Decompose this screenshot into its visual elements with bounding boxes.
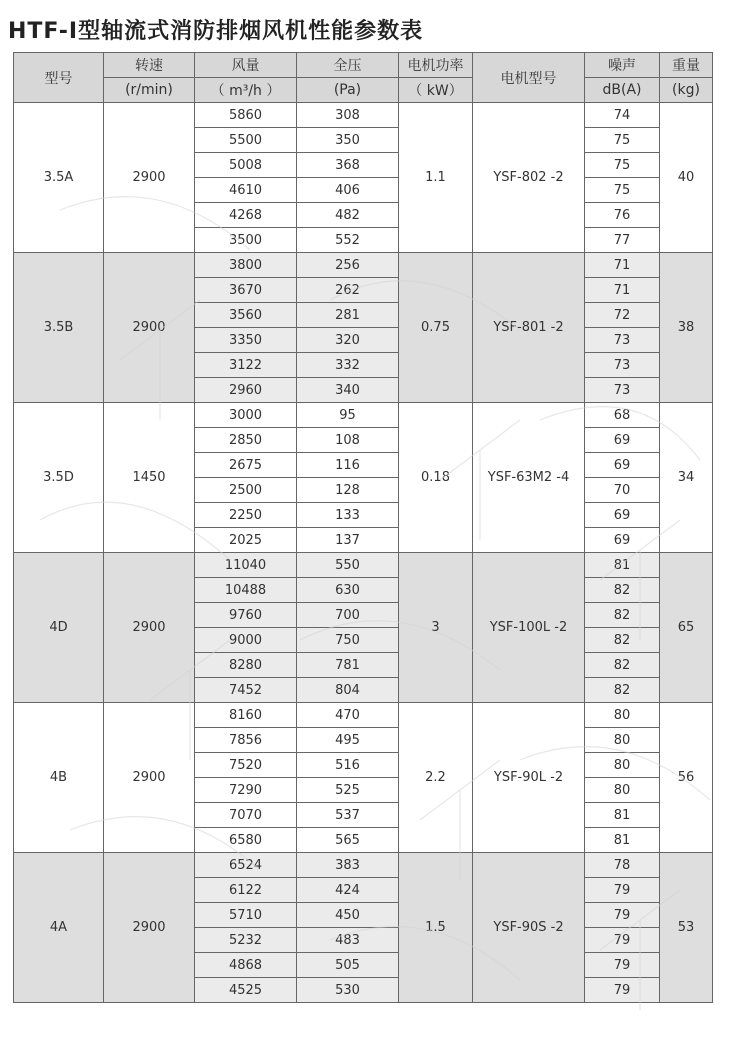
noise-cell: 81: [585, 803, 660, 828]
power-cell: 3: [399, 553, 473, 703]
header-pressure: 全压: [297, 53, 399, 78]
airflow-cell: 5860: [195, 103, 297, 128]
pressure-cell: 95: [297, 403, 399, 428]
airflow-cell: 2025: [195, 528, 297, 553]
table-row: [14, 253, 713, 278]
airflow-cell: 5710: [195, 903, 297, 928]
noise-cell: 73: [585, 378, 660, 403]
weight-cell: 34: [660, 403, 713, 553]
pressure-cell: 350: [297, 128, 399, 153]
model-group: [14, 853, 713, 1003]
noise-cell: 80: [585, 753, 660, 778]
model-cell: 3.5B: [14, 253, 104, 403]
airflow-cell: 2500: [195, 478, 297, 503]
noise-cell: 75: [585, 153, 660, 178]
header-weight: 重量: [660, 53, 713, 78]
pressure-cell: 530: [297, 978, 399, 1003]
power-cell: 0.75: [399, 253, 473, 403]
pressure-cell: 424: [297, 878, 399, 903]
pressure-cell: 470: [297, 703, 399, 728]
pressure-cell: 505: [297, 953, 399, 978]
pressure-cell: 550: [297, 553, 399, 578]
pressure-cell: 116: [297, 453, 399, 478]
pressure-cell: 804: [297, 678, 399, 703]
pressure-cell: 320: [297, 328, 399, 353]
pressure-cell: 383: [297, 853, 399, 878]
noise-cell: 81: [585, 828, 660, 853]
header-airflow-unit: （ m³/h ）: [195, 78, 297, 103]
power-cell: 0.18: [399, 403, 473, 553]
model-group: [14, 253, 713, 403]
pressure-cell: 700: [297, 603, 399, 628]
noise-cell: 71: [585, 253, 660, 278]
noise-cell: 82: [585, 678, 660, 703]
airflow-cell: 3350: [195, 328, 297, 353]
header-speed-unit: (r/min): [104, 78, 195, 103]
weight-cell: 40: [660, 103, 713, 253]
model-group: [14, 403, 713, 553]
airflow-cell: 5008: [195, 153, 297, 178]
speed-cell: 1450: [104, 403, 195, 553]
pressure-cell: 750: [297, 628, 399, 653]
header-noise-unit: dB(A): [585, 78, 660, 103]
airflow-cell: 9000: [195, 628, 297, 653]
noise-cell: 76: [585, 203, 660, 228]
airflow-cell: 6524: [195, 853, 297, 878]
noise-cell: 74: [585, 103, 660, 128]
noise-cell: 82: [585, 603, 660, 628]
table-row: [14, 703, 713, 728]
motor-cell: YSF-90S -2: [473, 853, 585, 1003]
airflow-cell: 2250: [195, 503, 297, 528]
pressure-cell: 482: [297, 203, 399, 228]
power-cell: 1.5: [399, 853, 473, 1003]
header-weight-unit: (kg): [660, 78, 713, 103]
header-noise: 噪声: [585, 53, 660, 78]
noise-cell: 75: [585, 178, 660, 203]
performance-table: [13, 52, 713, 1003]
airflow-cell: 3122: [195, 353, 297, 378]
airflow-cell: 3800: [195, 253, 297, 278]
airflow-cell: 5232: [195, 928, 297, 953]
pressure-cell: 525: [297, 778, 399, 803]
model-group: [14, 553, 713, 703]
power-cell: 1.1: [399, 103, 473, 253]
motor-cell: YSF-100L -2: [473, 553, 585, 703]
weight-cell: 56: [660, 703, 713, 853]
airflow-cell: 7520: [195, 753, 297, 778]
noise-cell: 73: [585, 328, 660, 353]
table-row: [14, 853, 713, 878]
table-row: [14, 403, 713, 428]
page-title: HTF-I型轴流式消防排烟风机性能参数表: [8, 19, 424, 44]
table-row: [14, 553, 713, 578]
noise-cell: 71: [585, 278, 660, 303]
table-row: [14, 103, 713, 128]
pressure-cell: 537: [297, 803, 399, 828]
speed-cell: 2900: [104, 703, 195, 853]
noise-cell: 75: [585, 128, 660, 153]
airflow-cell: 7070: [195, 803, 297, 828]
noise-cell: 78: [585, 853, 660, 878]
model-cell: 4D: [14, 553, 104, 703]
airflow-cell: 3670: [195, 278, 297, 303]
airflow-cell: 7856: [195, 728, 297, 753]
power-cell: 2.2: [399, 703, 473, 853]
pressure-cell: 516: [297, 753, 399, 778]
model-cell: 3.5D: [14, 403, 104, 553]
header-model: 型号: [14, 53, 104, 103]
pressure-cell: 368: [297, 153, 399, 178]
airflow-cell: 8160: [195, 703, 297, 728]
noise-cell: 79: [585, 878, 660, 903]
airflow-cell: 2850: [195, 428, 297, 453]
noise-cell: 80: [585, 703, 660, 728]
motor-cell: YSF-802 -2: [473, 103, 585, 253]
noise-cell: 70: [585, 478, 660, 503]
speed-cell: 2900: [104, 853, 195, 1003]
pressure-cell: 781: [297, 653, 399, 678]
pressure-cell: 552: [297, 228, 399, 253]
airflow-cell: 2675: [195, 453, 297, 478]
airflow-cell: 9760: [195, 603, 297, 628]
airflow-cell: 3000: [195, 403, 297, 428]
noise-cell: 82: [585, 653, 660, 678]
motor-cell: YSF-801 -2: [473, 253, 585, 403]
pressure-cell: 495: [297, 728, 399, 753]
pressure-cell: 256: [297, 253, 399, 278]
airflow-cell: 8280: [195, 653, 297, 678]
pressure-cell: 630: [297, 578, 399, 603]
motor-cell: YSF-90L -2: [473, 703, 585, 853]
header-power-unit: （ kW）: [399, 78, 473, 103]
header-pressure-unit: (Pa): [297, 78, 399, 103]
model-cell: 4B: [14, 703, 104, 853]
airflow-cell: 4610: [195, 178, 297, 203]
noise-cell: 79: [585, 953, 660, 978]
model-cell: 4A: [14, 853, 104, 1003]
header-airflow: 风量: [195, 53, 297, 78]
pressure-cell: 450: [297, 903, 399, 928]
model-group: [14, 103, 713, 253]
pressure-cell: 340: [297, 378, 399, 403]
weight-cell: 38: [660, 253, 713, 403]
airflow-cell: 3500: [195, 228, 297, 253]
pressure-cell: 483: [297, 928, 399, 953]
noise-cell: 79: [585, 903, 660, 928]
noise-cell: 69: [585, 503, 660, 528]
airflow-cell: 4268: [195, 203, 297, 228]
noise-cell: 69: [585, 528, 660, 553]
weight-cell: 53: [660, 853, 713, 1003]
motor-cell: YSF-63M2 -4: [473, 403, 585, 553]
airflow-cell: 3560: [195, 303, 297, 328]
pressure-cell: 133: [297, 503, 399, 528]
pressure-cell: 406: [297, 178, 399, 203]
pressure-cell: 128: [297, 478, 399, 503]
noise-cell: 79: [585, 978, 660, 1003]
pressure-cell: 565: [297, 828, 399, 853]
speed-cell: 2900: [104, 103, 195, 253]
airflow-cell: 2960: [195, 378, 297, 403]
airflow-cell: 6122: [195, 878, 297, 903]
model-cell: 3.5A: [14, 103, 104, 253]
pressure-cell: 262: [297, 278, 399, 303]
airflow-cell: 10488: [195, 578, 297, 603]
noise-cell: 79: [585, 928, 660, 953]
noise-cell: 81: [585, 553, 660, 578]
noise-cell: 73: [585, 353, 660, 378]
noise-cell: 72: [585, 303, 660, 328]
noise-cell: 69: [585, 428, 660, 453]
model-group: [14, 703, 713, 853]
noise-cell: 80: [585, 728, 660, 753]
pressure-cell: 332: [297, 353, 399, 378]
airflow-cell: 7452: [195, 678, 297, 703]
weight-cell: 65: [660, 553, 713, 703]
airflow-cell: 4525: [195, 978, 297, 1003]
noise-cell: 68: [585, 403, 660, 428]
airflow-cell: 6580: [195, 828, 297, 853]
noise-cell: 82: [585, 578, 660, 603]
header-motor: 电机型号: [473, 53, 585, 103]
airflow-cell: 7290: [195, 778, 297, 803]
noise-cell: 77: [585, 228, 660, 253]
airflow-cell: 4868: [195, 953, 297, 978]
noise-cell: 80: [585, 778, 660, 803]
airflow-cell: 5500: [195, 128, 297, 153]
header-power: 电机功率: [399, 53, 473, 78]
table-header: [14, 53, 713, 103]
airflow-cell: 11040: [195, 553, 297, 578]
header-speed: 转速: [104, 53, 195, 78]
noise-cell: 82: [585, 628, 660, 653]
pressure-cell: 308: [297, 103, 399, 128]
pressure-cell: 108: [297, 428, 399, 453]
pressure-cell: 281: [297, 303, 399, 328]
pressure-cell: 137: [297, 528, 399, 553]
speed-cell: 2900: [104, 253, 195, 403]
noise-cell: 69: [585, 453, 660, 478]
speed-cell: 2900: [104, 553, 195, 703]
